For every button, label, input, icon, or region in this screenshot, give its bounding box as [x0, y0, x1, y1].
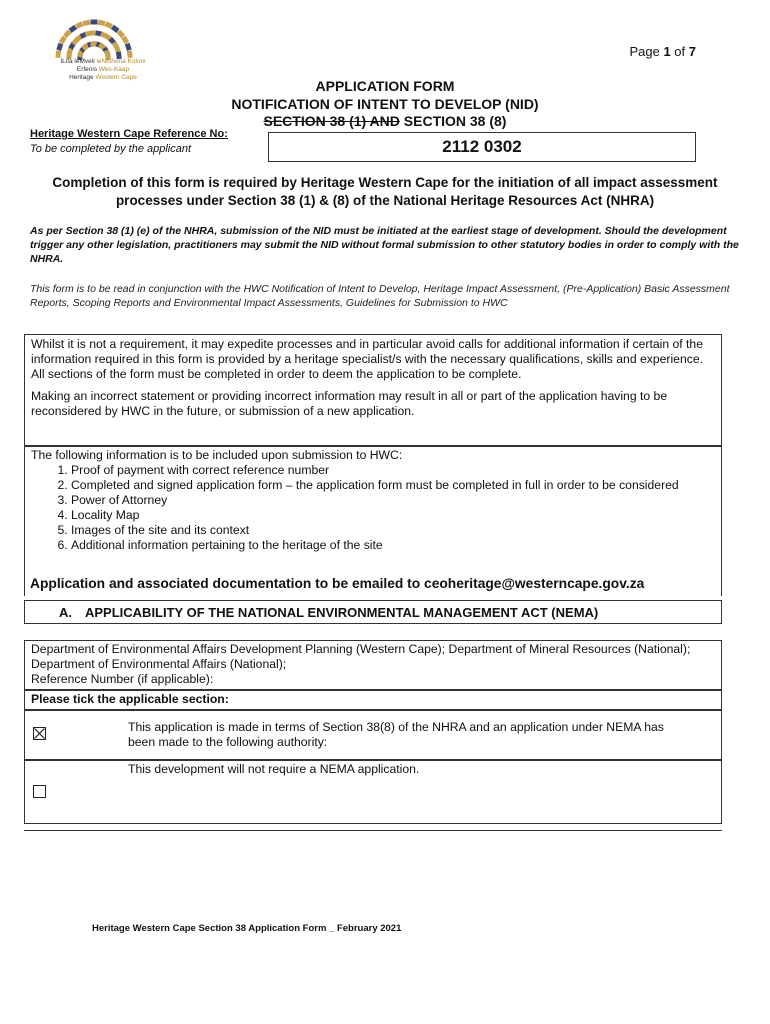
submission-requirements-box	[24, 446, 722, 596]
checkbox-nema-applied[interactable]	[33, 727, 46, 740]
advisory-paragraph-1: Whilst it is not a requirement, it may expedite processes and in particular avoid calls for additional information if certain of the information required in this form is provided by a heritage specialist/s with the necessary qualifications, skills and experience. All sections of the form must be completed in order to deem the application to be complete.	[31, 337, 703, 381]
form-title: APPLICATION FORM	[315, 78, 455, 94]
reference-sub: To be completed by the applicant	[30, 143, 192, 155]
reference-number-label: Reference Number (if applicable):	[31, 672, 214, 686]
footer-text: Heritage Western Cape Section 38 Application Form _ February 2021	[92, 923, 402, 934]
logo-ray	[56, 43, 63, 51]
list-item: 4. Locality Map	[71, 508, 715, 523]
departments-text: Department of Environmental Affairs Development Planning (Western Cape); Department of Mineral Resources (National); Department of Environmental Affairs (National);	[31, 642, 691, 671]
logo-ray	[98, 20, 106, 26]
page-current: 1	[663, 44, 671, 59]
list-item: 1. Proof of payment with correct reference number	[71, 463, 715, 478]
logo-line3-gold: Western Cape	[95, 74, 137, 81]
list-item: 5. Images of the site and its context	[71, 523, 715, 538]
page-number	[629, 44, 696, 59]
page-total: 7	[688, 44, 696, 59]
list-item: 6. Additional information pertaining to the heritage of the site	[71, 538, 715, 553]
page-prefix: Page	[629, 44, 664, 59]
advisory-box	[24, 334, 722, 446]
logo-ray	[104, 21, 112, 28]
option-nema-applied-text: This application is made in terms of Section 38(8) of the NHRA and an application under NEMA has been made to the following authority:	[128, 720, 664, 749]
checkbox-no-nema[interactable]	[33, 785, 46, 798]
email-instruction: Application and associated documentation to be emailed to ceoheritage@westerncape.gov.za	[30, 576, 645, 591]
tick-instruction: Please tick the applicable section:	[24, 690, 722, 710]
divider	[24, 830, 722, 831]
logo-line2-gold: Wes-Kaap	[98, 66, 130, 73]
form-subtitle: NOTIFICATION OF INTENT TO DEVELOP (NID)	[231, 96, 539, 112]
completion-statement: Completion of this form is required by Heritage Western Cape for the initiation of all impact assessment processes under Section 38 (1) & (8) of the National Heritage Resources Act (NHRA)	[52, 175, 718, 208]
list-item: 3. Power of Attorney	[71, 493, 715, 508]
nema-departments	[24, 640, 722, 690]
section-38-8: SECTION 38 (8)	[399, 113, 507, 129]
as-per-statement: As per Section 38 (1) (e) of the NHRA, submission of the NID must be initiated at the earliest stage of development. Should the development trigger any other legislation, practitioners may submit the NID without formal submission to other statutory bodies in order to comply with the NHRA.	[30, 225, 739, 265]
logo-line1-gold: leNtshona Koloni	[96, 58, 146, 65]
logo-ray	[91, 20, 98, 25]
logo-ray	[75, 21, 83, 28]
reference-label: Heritage Western Cape Reference No:	[30, 128, 228, 140]
advisory-paragraph-2: Making an incorrect statement or providing incorrect information may result in all or part of the application having to be reconsidered by HWC in the future, or submission of a new application.	[31, 389, 668, 418]
read-conjunction-note: This form is to be read in conjunction with the HWC Notification of Intent to Develop, Heritage Impact Assessment, (Pre-Application) Basic Assessment Reports, Scoping Reports and Environmental Impact Assessments, Guidelines for Submission to HWC	[30, 283, 730, 309]
option-no-nema	[24, 760, 722, 824]
logo-line2-dark: Erfenis	[76, 66, 98, 73]
requirements-list	[31, 463, 715, 553]
logo-ray	[55, 50, 61, 57]
logo-ray	[127, 50, 133, 57]
logo-ray	[83, 20, 91, 26]
check-x-icon	[34, 728, 45, 739]
requirements-heading: The following information is to be included upon submission to HWC:	[31, 448, 403, 462]
list-item: 2. Completed and signed application form – the application form must be completed in full in order to be considered	[71, 478, 715, 493]
logo-ray	[125, 43, 132, 51]
logo-line3-dark: Heritage	[69, 74, 94, 81]
reference-number-field[interactable]: 2112 0302	[268, 132, 696, 162]
page-of: of	[670, 44, 689, 59]
option-nema-applied	[24, 710, 722, 760]
struck-section: SECTION 38 (1) AND	[263, 113, 400, 129]
logo-line1-dark: ILifa leMveli	[60, 58, 95, 65]
section-a-heading: A. APPLICABILITY OF THE NATIONAL ENVIRONMENTAL MANAGEMENT ACT (NEMA)	[24, 600, 722, 624]
option-no-nema-text: This development will not require a NEMA application.	[128, 762, 420, 776]
